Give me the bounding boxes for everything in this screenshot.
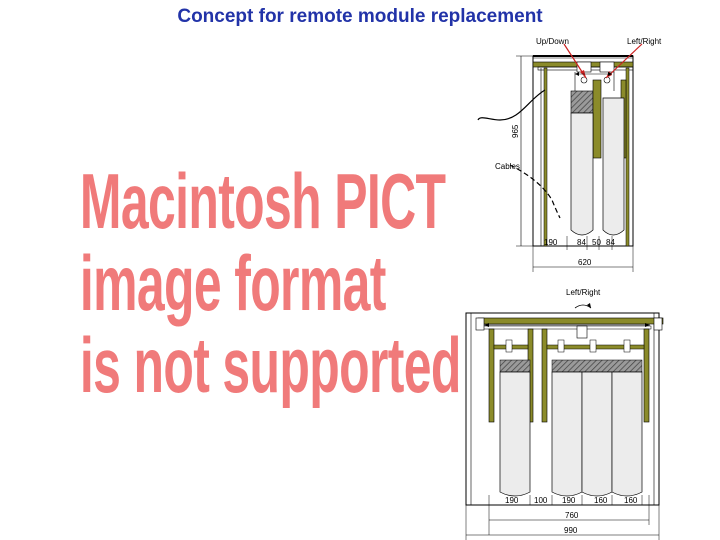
dim-160-a: 160 [594, 496, 608, 505]
dim-100: 100 [534, 496, 548, 505]
side-module-left [571, 113, 593, 235]
label-cables: Cables [495, 162, 520, 171]
side-module-right [603, 98, 624, 235]
page-title: Concept for remote module replacement [177, 6, 543, 27]
label-leftright-side: Left/Right [627, 37, 662, 46]
dim-84-b: 84 [606, 238, 615, 247]
placeholder-line-1: Macintosh PICT [79, 157, 446, 245]
dim-190-side: 190 [544, 238, 558, 247]
front-top-rail [478, 318, 663, 324]
dim-190-a: 190 [505, 496, 519, 505]
dim-965-label: 965 [511, 124, 520, 138]
dim-160-b: 160 [624, 496, 638, 505]
placeholder-line-2: image format [79, 239, 386, 327]
side-view [478, 37, 662, 272]
label-updown: Up/Down [536, 37, 569, 46]
front-module-3 [582, 372, 612, 496]
cable-curve [478, 90, 545, 120]
front-module-2 [552, 372, 582, 496]
label-leftright-front: Left/Right [566, 288, 601, 297]
dim-190-b: 190 [562, 496, 576, 505]
dim-50: 50 [592, 238, 601, 247]
leftright-arrow [606, 44, 642, 78]
dim-990: 990 [564, 526, 578, 535]
front-view [466, 288, 663, 540]
placeholder-line-3: is not supported [79, 321, 461, 409]
side-hatched-block [571, 91, 593, 113]
dim-760: 760 [565, 511, 579, 520]
dim-84-a: 84 [577, 238, 586, 247]
cable-dashed [510, 165, 560, 218]
side-arm-center [593, 80, 601, 158]
front-module-4 [612, 372, 642, 496]
dim-620: 620 [578, 258, 592, 267]
front-module-1 [500, 372, 530, 496]
